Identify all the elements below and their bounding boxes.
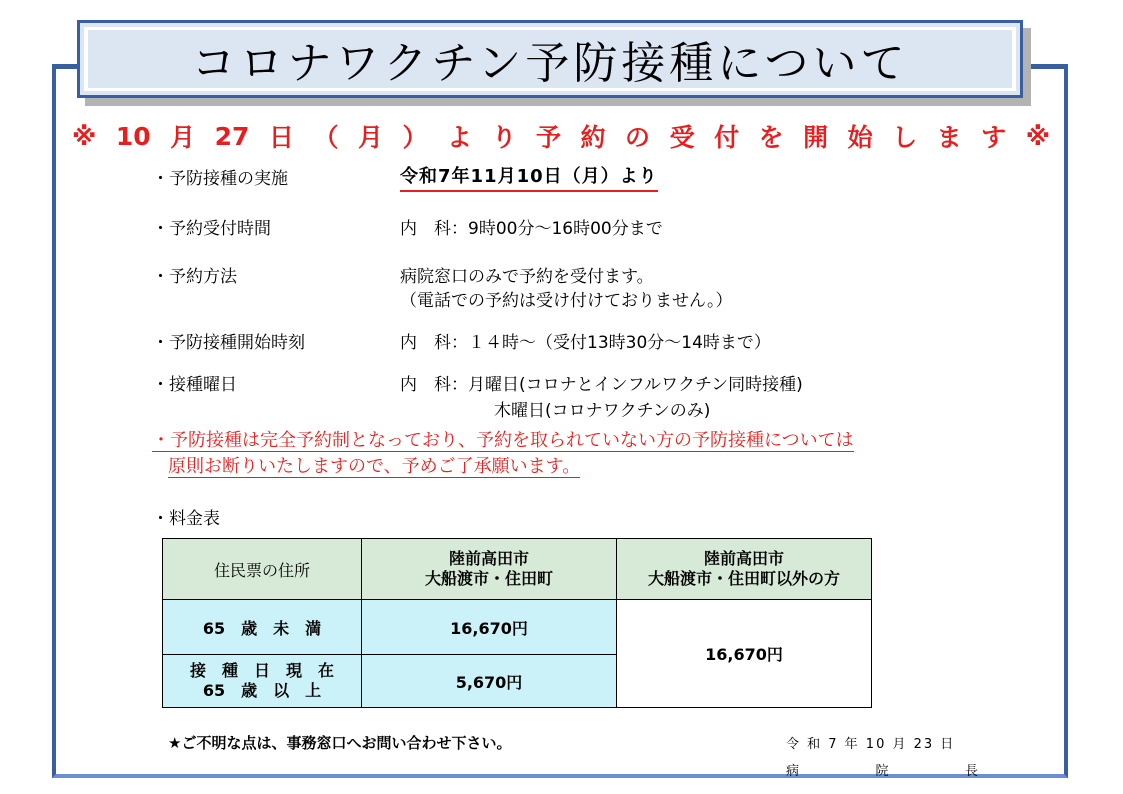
fee-table-label: ・料金表 <box>152 509 220 529</box>
reservation-notice <box>72 116 1050 156</box>
item-value-hours: 内 科：9時00分～16時00分まで <box>400 219 663 239</box>
item-label-implementation: ・予防接種の実施 <box>152 169 288 189</box>
table-row <box>163 539 872 600</box>
item-label-weekday: ・接種曜日 <box>152 375 237 395</box>
fee-table <box>162 538 872 708</box>
table-row <box>163 600 872 655</box>
notice-char: ※ <box>1025 121 1050 151</box>
notice-char: 付 <box>714 123 740 152</box>
notice-char: 約 <box>580 123 606 152</box>
notice-char: す <box>981 123 1007 152</box>
implementation-date: 令和7年11月10日（月）より <box>400 166 658 192</box>
header-address: 住民票の住所 <box>163 539 362 600</box>
notice-char: を <box>758 123 784 152</box>
notice-char: 10 <box>115 121 151 151</box>
item-label-start-time: ・予防接種開始時刻 <box>152 333 305 353</box>
row-under-65-value: 16,670円 <box>362 600 617 655</box>
header-local: 陸前高田市 大船渡市・住田町 <box>362 539 617 600</box>
notice-char: よ <box>446 123 472 152</box>
issue-date: 令 和 7 年 10 月 23 日 <box>786 737 956 752</box>
contact-note: ★ご不明な点は、事務窓口へお問い合わせ下さい。 <box>168 734 512 752</box>
notice-char: ま <box>936 123 962 152</box>
notice-char: り <box>491 123 517 152</box>
row-65-over-label: 接 種 日 現 在 65 歳 以 上 <box>163 655 362 708</box>
signature: 病 院 長 <box>786 764 978 779</box>
notice-char: 日 <box>268 123 294 152</box>
notice-char: の <box>625 123 651 152</box>
item-label-hours: ・予約受付時間 <box>152 219 271 239</box>
item-value-weekday-2: 木曜日(コロナワクチンのみ) <box>494 401 711 421</box>
item-value-weekday: 内 科：月曜日(コロナとインフルワクチン同時接種) <box>400 375 803 395</box>
notice-char: 受 <box>669 123 695 152</box>
notice-char: 開 <box>803 123 829 152</box>
notice-char: 月 <box>170 123 196 152</box>
item-value-implementation <box>400 166 658 188</box>
other-resident-value: 16,670円 <box>617 600 872 708</box>
notice-char: 月 <box>357 123 383 152</box>
notice-char: ※ <box>72 121 97 151</box>
row-65-over-value: 5,670円 <box>362 655 617 708</box>
row-under-65-label: 65 歳 未 満 <box>163 600 362 655</box>
item-label-method: ・予約方法 <box>152 267 237 287</box>
item-value-method-note: （電話での予約は受け付けておりません。） <box>400 291 733 311</box>
warning-line-2: 原則お断りいたしますので、予めご了承願います。 <box>168 456 581 477</box>
notice-char: し <box>892 123 918 152</box>
notice-char: ） <box>402 123 428 152</box>
item-value-start-time: 内 科：１４時～（受付13時30分～14時まで） <box>400 333 771 353</box>
page-title: コロナワクチン予防接種について <box>191 38 909 89</box>
notice-char: 予 <box>536 123 562 152</box>
item-value-method: 病院窓口のみで予約を受付ます。 <box>400 267 654 287</box>
notice-char: （ <box>313 123 339 152</box>
notice-char: 始 <box>847 123 873 152</box>
notice-char: 27 <box>214 121 250 151</box>
warning-line-1: ・予防接種は完全予約制となっており、予約を取られていない方の予防接種については <box>152 430 854 451</box>
header-other: 陸前高田市 大船渡市・住田町以外の方 <box>617 539 872 600</box>
title-banner <box>77 20 1023 98</box>
